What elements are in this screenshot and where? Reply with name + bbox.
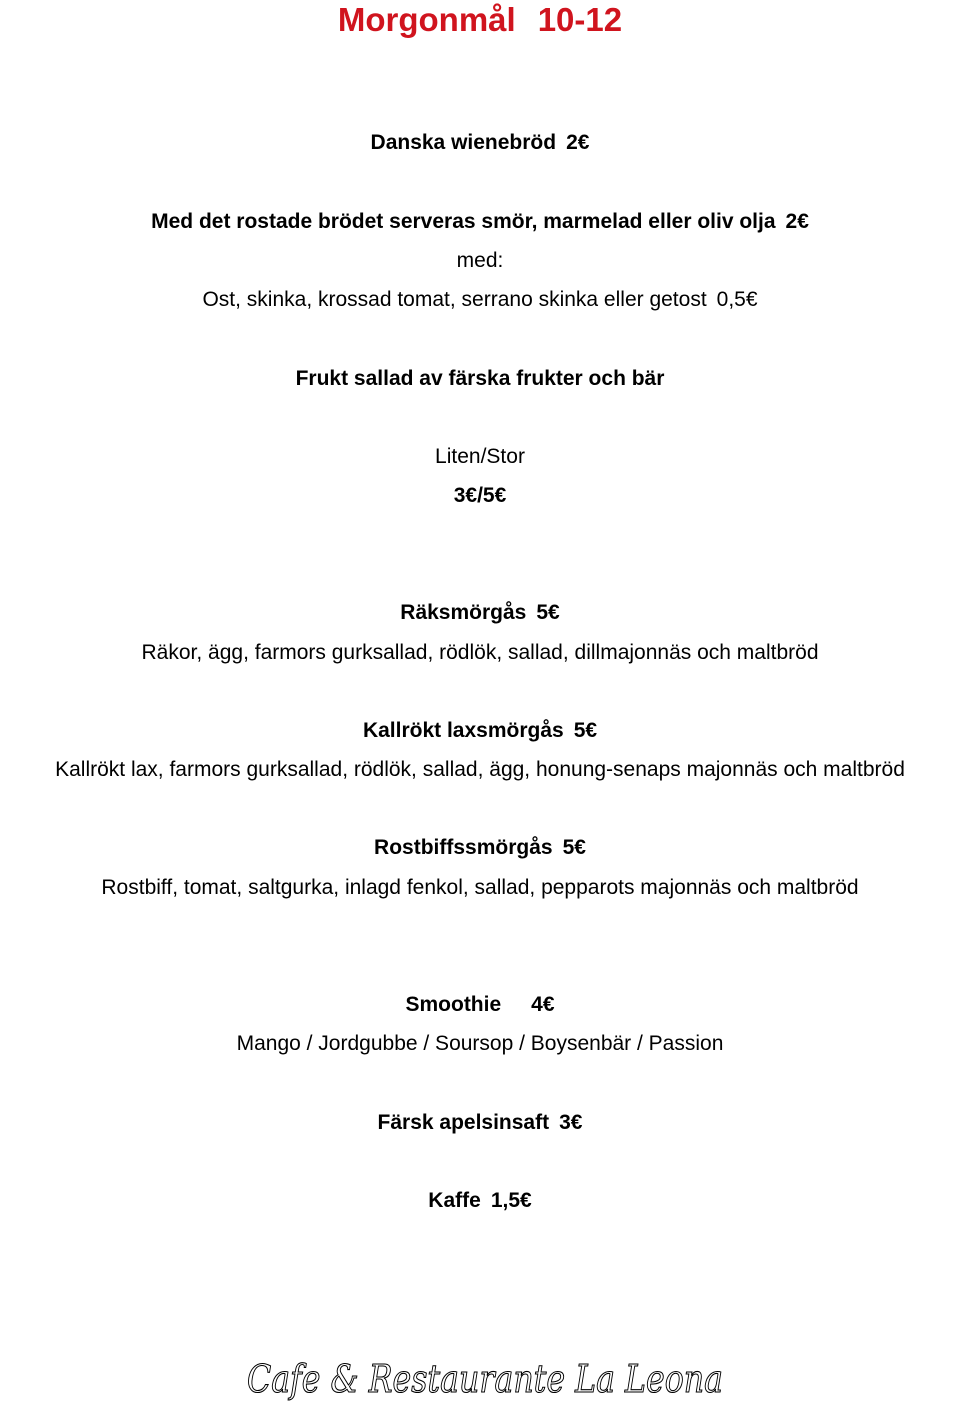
fruit-name: Frukt sallad av färska frukter och bär (295, 367, 665, 390)
juice-item (0, 1110, 960, 1136)
juice-price: 3€ (559, 1111, 583, 1134)
smoothie-name: Smoothie (405, 993, 502, 1016)
smoothie-flavors: Mango / Jordgubbe / Soursop / Boysenbär / Passion (236, 1032, 724, 1055)
shrimp-price: 5€ (536, 601, 560, 624)
smoothie-item (0, 992, 960, 1018)
fruit-sizes: Liten/Stor (435, 445, 525, 468)
toast-extras-price: 0,5€ (716, 288, 758, 311)
roastbeef-price: 5€ (562, 836, 586, 859)
smoothie-price: 4€ (531, 993, 555, 1016)
coffee-name: Kaffe (428, 1189, 481, 1212)
toast-extras (0, 287, 960, 313)
coffee-item (0, 1188, 960, 1214)
juice-name: Färsk apelsinsaft (377, 1111, 550, 1134)
roastbeef-item (0, 835, 960, 861)
restaurant-logo (245, 1352, 725, 1408)
roastbeef-name: Rostbiffssmörgås (374, 836, 553, 859)
danish-name: Danska wienebröd (370, 131, 557, 154)
roastbeef-desc: Rostbiff, tomat, saltgurka, inlagd fenkol, sallad, pepparots majonnäs och maltbröd (101, 876, 859, 899)
salmon-desc: Kallrökt lax, farmors gurksallad, rödlök, sallad, ägg, honung-senaps majonnäs och maltbröd (55, 758, 905, 781)
salmon-item (0, 718, 960, 744)
toast-price: 2€ (785, 210, 809, 233)
salmon-name: Kallrökt laxsmörgås (362, 719, 564, 742)
shrimp-name: Räksmörgås (400, 601, 527, 624)
shrimp-desc: Räkor, ägg, farmors gurksallad, rödlök, sallad, dillmajonnäs och maltbröd (141, 641, 819, 664)
danish-price: 2€ (566, 131, 590, 154)
toast-item (0, 209, 960, 235)
fruit-price: 3€/5€ (453, 484, 507, 507)
menu-hours: 10-12 (537, 1, 623, 38)
logo-text: Cafe & Restaurante La Leona (247, 1357, 723, 1401)
menu-title (0, 0, 960, 40)
menu-title-text: Morgonmål (337, 1, 516, 38)
coffee-price: 1,5€ (490, 1189, 532, 1212)
toast-extras-text: Ost, skinka, krossad tomat, serrano skinka eller getost (202, 288, 707, 311)
shrimp-item (0, 600, 960, 626)
toast-with-label: med: (456, 249, 504, 272)
toast-name: Med det rostade brödet serveras smör, marmelad eller oliv olja (151, 210, 776, 233)
salmon-price: 5€ (573, 719, 598, 742)
danish-item (0, 130, 960, 156)
